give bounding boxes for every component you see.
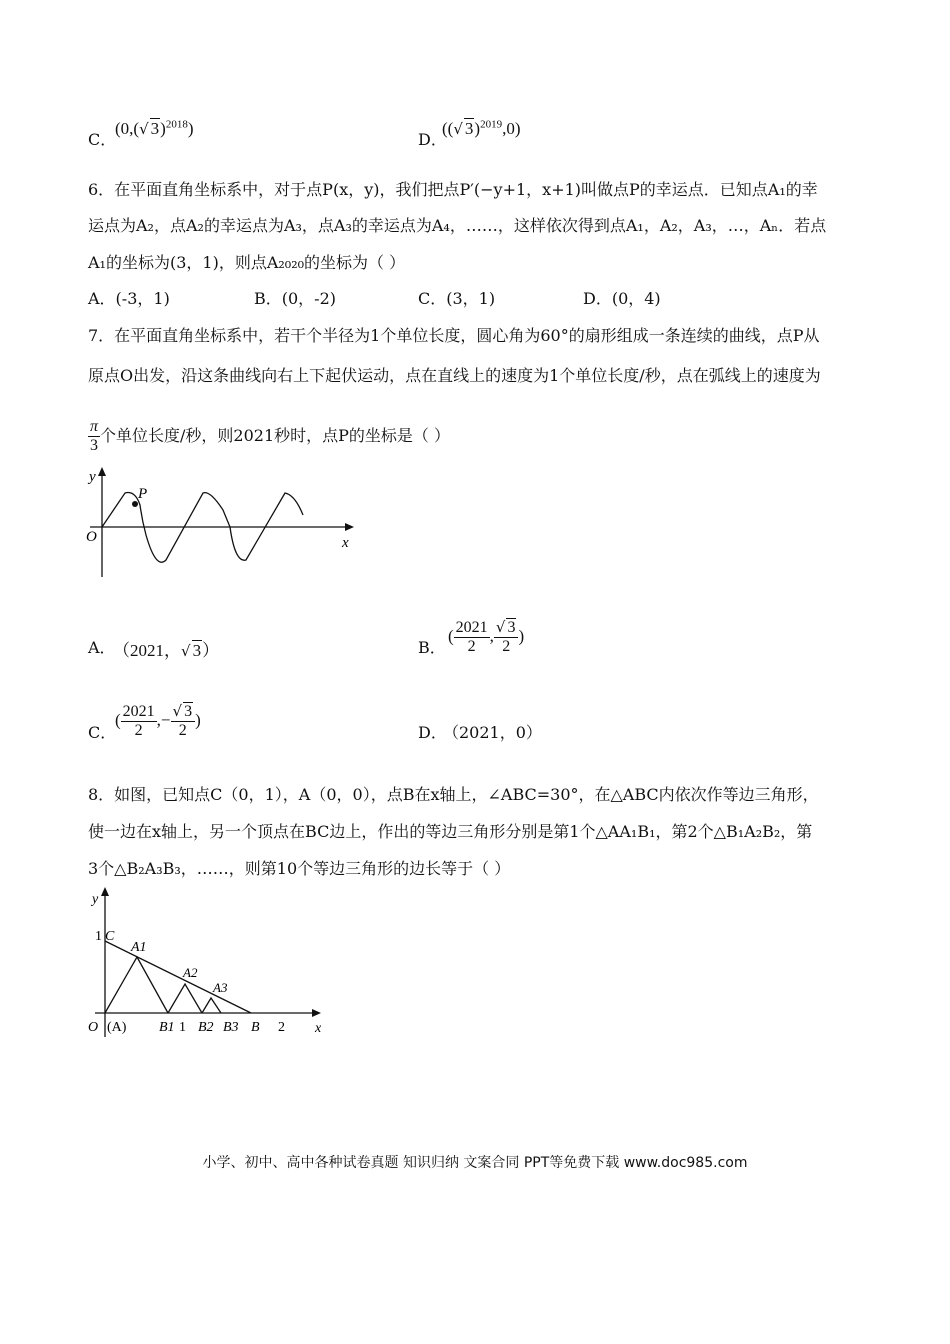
point-a3-label: A3 [213, 980, 228, 995]
q7-option-d: （2021，0） [443, 723, 542, 742]
point-a-label: (A) [107, 1020, 127, 1035]
q8-line-3: 3个△B₂A₃B₃，……，则第10个等边三角形的边长等于（ ） [88, 859, 511, 878]
q6-line-3: A₁的坐标为(3，1)，则点A₂₀₂₀的坐标为（ ） [88, 253, 406, 272]
q5-option-c-label: C． [88, 130, 117, 149]
y-axis-arrow [98, 467, 106, 476]
x-axis-label: x [342, 535, 349, 551]
q6-option-d: D．(0，4) [583, 289, 661, 308]
origin-label: O [88, 1020, 99, 1035]
q5-option-d-math: ((√ 3)$^{2019}$,0) [442, 118, 521, 138]
q7-line-3: $\frac{\pi}{3}$ 个单位长度/秒，则2021秒时，点P的坐标是（ ） [90, 418, 450, 454]
y-one-label: 1 [95, 929, 102, 944]
q6-option-c: C．(3，1) [418, 289, 496, 308]
q8-line-1: 8．如图，已知点C（0，1），A（0，0），点B在x轴上，∠ABC=30°，在△ABC内依次作等边三角形， [88, 785, 819, 804]
q8-line-2: 使一边在x轴上，另一个顶点在BC边上，作出的等边三角形分别是第1个△AA₁B₁，第2个△B₁A₂B₂，第 [88, 822, 813, 841]
point-b1-label: B1 [159, 1020, 175, 1035]
q7-line-2: 原点O出发，沿这条曲线向右上下起伏运动，点在直线上的速度为1个单位长度/秒，点在弧线上的速度为 [88, 366, 821, 385]
q6-option-b: B．(0，-2) [254, 289, 337, 308]
x-axis-label: x [315, 1021, 322, 1036]
q6-option-a: A．(-3，1) [88, 289, 170, 308]
y-axis-label: y [89, 469, 96, 485]
x-two-label: 2 [278, 1020, 285, 1035]
q7-option-b-label: B． [418, 638, 446, 657]
point-p-label: P [138, 486, 148, 502]
q7-option-a: （2021，√ 3） [113, 641, 220, 660]
triangle-b1a2b2 [168, 984, 202, 1013]
point-a2-label: A2 [183, 965, 198, 980]
q7-option-a-label: A． [88, 638, 116, 657]
q7-option-c: ( $\frac{2021}{2}$ ,− $\frac{√ 3}{2}$ ) [115, 702, 201, 739]
x-axis-arrow [312, 1009, 321, 1017]
triangle-aa1b1 [105, 957, 168, 1013]
y-axis-arrow [101, 887, 109, 896]
q5-option-c-math: (0,(√ 3)$^{2018}$) [115, 118, 194, 138]
point-b3-label: B3 [223, 1020, 239, 1035]
q7-line-1: 7．在平面直角坐标系中，若干个半径为1个单位长度，圆心角为60°的扇形组成一条连续的曲线，点P从 [88, 326, 820, 345]
q7-curve-figure [80, 465, 370, 580]
x-axis-arrow [345, 523, 354, 531]
point-b2-label: B2 [198, 1020, 214, 1035]
q7-option-d-label: D． [418, 723, 447, 742]
origin-label: O [86, 529, 97, 545]
segment-cb [105, 941, 251, 1013]
triangle-b2a3b3 [202, 998, 221, 1013]
q7-option-c-label: C． [88, 723, 117, 742]
q6-line-1: 6．在平面直角坐标系中，对于点P(x，y)，我们把点P′(−y+1，x+1)叫做点P的幸运点．已知点A₁的幸 [88, 180, 818, 199]
y-axis-label: y [92, 892, 99, 907]
q5-option-d-label: D． [418, 130, 447, 149]
q6-line-2: 运点为A₂，点A₂的幸运点为A₃，点A₃的幸运点为A₄，……，这样依次得到点A₁，A₂，A₃，…，Aₙ．若点 [88, 216, 827, 235]
point-a1-label: A1 [131, 940, 147, 955]
point-b-label: B [251, 1020, 260, 1035]
x-one-label: 1 [179, 1020, 186, 1035]
point-c-label: C [105, 929, 115, 944]
q8-triangle-figure [85, 885, 335, 1040]
page-footer: 小学、初中、高中各种试卷真题 知识归纳 文案合同 PPT等免费下载 www.doc985.com [202, 1155, 748, 1171]
pi-over-3-fraction: $\frac{\pi}{3}$ [90, 418, 99, 454]
q7-option-b: ( $\frac{2021}{2}$ , $\frac{√ 3}{2}$ ) [448, 618, 525, 655]
